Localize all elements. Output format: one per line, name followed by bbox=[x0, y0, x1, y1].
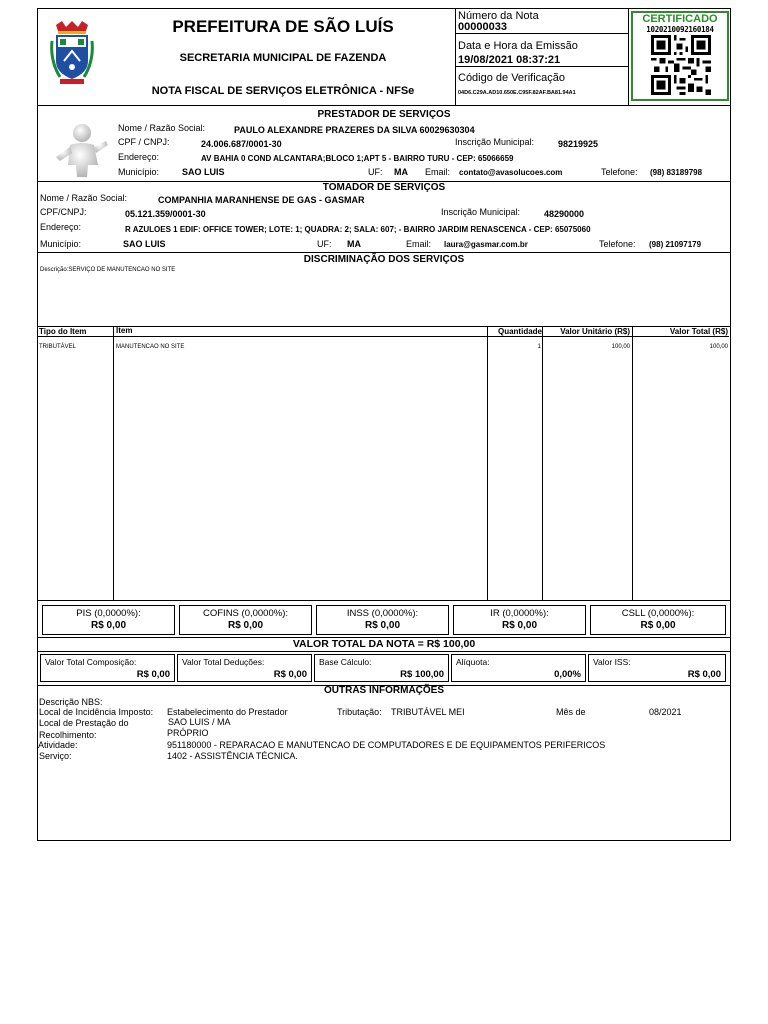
base-calculo-label: Base Cálculo: bbox=[319, 657, 372, 667]
ir-value: R$ 0,00 bbox=[501, 620, 538, 631]
mes-label: Mês de bbox=[556, 707, 586, 717]
prestacao-value: SAO LUIS / MA bbox=[168, 717, 231, 727]
tomador-cpf-label: CPF/CNPJ: bbox=[40, 207, 87, 217]
recolhimento-value: PRÓPRIO bbox=[167, 728, 209, 738]
prestador-im-label: Inscrição Municipal: bbox=[455, 137, 535, 147]
secretaria-title: SECRETARIA MUNICIPAL DE FAZENDA bbox=[179, 52, 387, 64]
tomador-uf: MA bbox=[347, 239, 361, 249]
tomador-cpf: 05.121.359/0001-30 bbox=[125, 209, 206, 219]
servico-label: Serviço: bbox=[39, 751, 72, 761]
deducoes-value: R$ 0,00 bbox=[273, 669, 307, 680]
aliquota-label: Alíquota: bbox=[456, 657, 490, 667]
inss-label: INSS (0,0000%): bbox=[346, 608, 419, 619]
prestador-telefone-label: Telefone: bbox=[601, 167, 638, 177]
csll-value: R$ 0,00 bbox=[640, 620, 676, 631]
deducoes-label: Valor Total Deduções: bbox=[182, 657, 265, 667]
valor-iss-value: R$ 0,00 bbox=[687, 669, 721, 680]
person-icon bbox=[52, 121, 110, 179]
items-table bbox=[38, 326, 729, 600]
prestador-title: PRESTADOR DE SERVIÇOS bbox=[317, 109, 451, 120]
col-quantidade-header: Quantidade bbox=[497, 327, 542, 336]
prestador-endereco: AV BAHIA 0 COND ALCANTARA;BLOCO 1;APT 5 - BAIRRO TURU - CEP: 65066659 bbox=[201, 154, 514, 163]
servico-value: 1402 - ASSISTÊNCIA TÉCNICA. bbox=[167, 751, 298, 761]
col-valor-unitario-header: Valor Unitário (R$) bbox=[560, 327, 630, 336]
prestador-uf: MA bbox=[394, 167, 408, 177]
pis-box bbox=[42, 605, 175, 635]
prestador-nome: PAULO ALEXANDRE PRAZERES DA SILVA 60029630304 bbox=[234, 125, 475, 135]
row-tipo: TRIBUTÁVEL bbox=[39, 344, 77, 350]
codigo-value: 04D6.C29A.AD10.650E.C95F.82AF.BA81.94A1 bbox=[458, 90, 576, 96]
numero-label: Número da Nota bbox=[458, 10, 539, 22]
pis-value: R$ 0,00 bbox=[90, 620, 127, 631]
cofins-label: COFINS (0,0000%): bbox=[203, 608, 288, 619]
prestador-im: 98219925 bbox=[558, 139, 599, 149]
base-calculo-box bbox=[314, 654, 449, 682]
tomador-title: TOMADOR DE SERVIÇOS bbox=[322, 182, 446, 193]
mes-value: 08/2021 bbox=[649, 707, 682, 717]
csll-label: CSLL (0,0000%): bbox=[621, 608, 695, 619]
inss-box bbox=[316, 605, 449, 635]
nota-title: NOTA FISCAL DE SERVIÇOS ELETRÔNICA - NFSe bbox=[151, 85, 415, 97]
row-quantidade: 1 bbox=[537, 344, 541, 350]
tomador-municipio-label: Município: bbox=[40, 239, 82, 249]
base-calculo-value: R$ 100,00 bbox=[400, 669, 444, 680]
valor-iss-label: Valor ISS: bbox=[593, 657, 631, 667]
prestacao-label: Local de Prestação do bbox=[39, 718, 129, 728]
prestador-cpf: 24.006.687/0001-30 bbox=[201, 139, 282, 149]
composicao-label: Valor Total Composição: bbox=[45, 657, 137, 667]
tributacao-value: TRIBUTÁVEL MEI bbox=[391, 707, 465, 717]
ir-label: IR (0,0000%): bbox=[490, 608, 549, 619]
nbs-label: Descrição NBS: bbox=[39, 697, 103, 707]
tomador-im-label: Inscrição Municipal: bbox=[441, 207, 521, 217]
tomador-nome: COMPANHIA MARANHENSE DE GAS - GASMAR bbox=[158, 195, 365, 205]
incidencia-value: Estabelecimento do Prestador bbox=[167, 707, 288, 717]
tomador-email-label: Email: bbox=[406, 239, 432, 249]
aliquota-value: 0,00% bbox=[554, 669, 581, 680]
tomador-email: laura@gasmar.com.br bbox=[444, 240, 528, 249]
tomador-im: 48290000 bbox=[544, 209, 585, 219]
row-item: MANUTENCAO NO SITE bbox=[116, 344, 185, 350]
valor-total-nota: VALOR TOTAL DA NOTA = R$ 100,00 bbox=[292, 638, 476, 650]
tomador-telefone-label: Telefone: bbox=[599, 239, 636, 249]
certificado-box bbox=[631, 11, 729, 101]
tomador-endereco: R AZULOES 1 EDIF: OFFICE TOWER; LOTE: 1; QUADRA: 2; SALA: 607; - BAIRRO JARDIM RENASCENCA - CEP: 65075060 bbox=[125, 225, 591, 234]
atividade-label: Atividade: bbox=[38, 740, 78, 750]
pis-label: PIS (0,0000%): bbox=[76, 608, 141, 619]
prestador-endereco-label: Endereço: bbox=[118, 152, 160, 162]
nfse-document bbox=[37, 8, 731, 841]
col-item-header: Item bbox=[116, 326, 133, 335]
deducoes-box bbox=[177, 654, 312, 682]
incidencia-label: Local de Incidência Imposto: bbox=[39, 707, 154, 717]
composicao-box bbox=[40, 654, 175, 682]
certificado-number: 1020210092160184 bbox=[646, 25, 714, 34]
ir-box bbox=[453, 605, 586, 635]
discriminacao-title: DISCRIMINAÇÃO DOS SERVIÇOS bbox=[303, 254, 465, 265]
aliquota-box bbox=[451, 654, 586, 682]
tomador-municipio: SAO LUIS bbox=[123, 239, 166, 249]
coat-of-arms-icon bbox=[50, 21, 94, 87]
prestador-email-label: Email: bbox=[425, 167, 451, 177]
col-tipo-header: Tipo do Item bbox=[39, 327, 87, 336]
atividade-value: 951180000 - REPARACAO E MANUTENCAO DE COMPUTADORES E DE EQUIPAMENTOS PERIFERICOS bbox=[167, 740, 606, 750]
prefeitura-title: PREFEITURA DE SÃO LUÍS bbox=[172, 17, 394, 36]
col-valor-total-header: Valor Total (R$) bbox=[669, 327, 728, 336]
tomador-telefone: (98) 21097179 bbox=[649, 240, 702, 249]
codigo-label: Código de Verificação bbox=[458, 72, 566, 84]
row-valor-unitario: 100,00 bbox=[611, 344, 630, 350]
cofins-box bbox=[179, 605, 312, 635]
tomador-nome-label: Nome / Razão Social: bbox=[40, 193, 128, 203]
prestador-uf-label: UF: bbox=[368, 167, 383, 177]
discriminacao-texto: Descrição:SERVIÇO DE MANUTENCAO NO SITE bbox=[40, 267, 176, 273]
outras-title: OUTRAS INFORMAÇÕES bbox=[324, 685, 444, 696]
cofins-value: R$ 0,00 bbox=[227, 620, 264, 631]
prestador-email: contato@avasolucoes.com bbox=[459, 168, 563, 177]
data-value: 19/08/2021 08:37:21 bbox=[458, 54, 561, 66]
qr-code-icon bbox=[651, 35, 711, 95]
tributacao-label: Tributação: bbox=[337, 707, 382, 717]
certificado-label: CERTIFICADO bbox=[642, 13, 718, 25]
numero-value: 00000033 bbox=[458, 21, 507, 33]
composicao-value: R$ 0,00 bbox=[136, 669, 170, 680]
csll-box bbox=[590, 605, 726, 635]
valor-iss-box bbox=[588, 654, 726, 682]
prestador-cpf-label: CPF / CNPJ: bbox=[118, 137, 170, 147]
tomador-endereco-label: Endereço: bbox=[40, 222, 82, 232]
prestador-telefone: (98) 83189798 bbox=[650, 168, 703, 177]
tomador-uf-label: UF: bbox=[317, 239, 332, 249]
prestador-nome-label: Nome / Razão Social: bbox=[118, 123, 206, 133]
recolhimento-label: Recolhimento: bbox=[39, 730, 97, 740]
inss-value: R$ 0,00 bbox=[364, 620, 401, 631]
prestador-municipio-label: Município: bbox=[118, 167, 160, 177]
data-label: Data e Hora da Emissão bbox=[458, 40, 578, 52]
row-valor-total: 100,00 bbox=[709, 344, 728, 350]
prestador-municipio: SAO LUIS bbox=[182, 167, 225, 177]
